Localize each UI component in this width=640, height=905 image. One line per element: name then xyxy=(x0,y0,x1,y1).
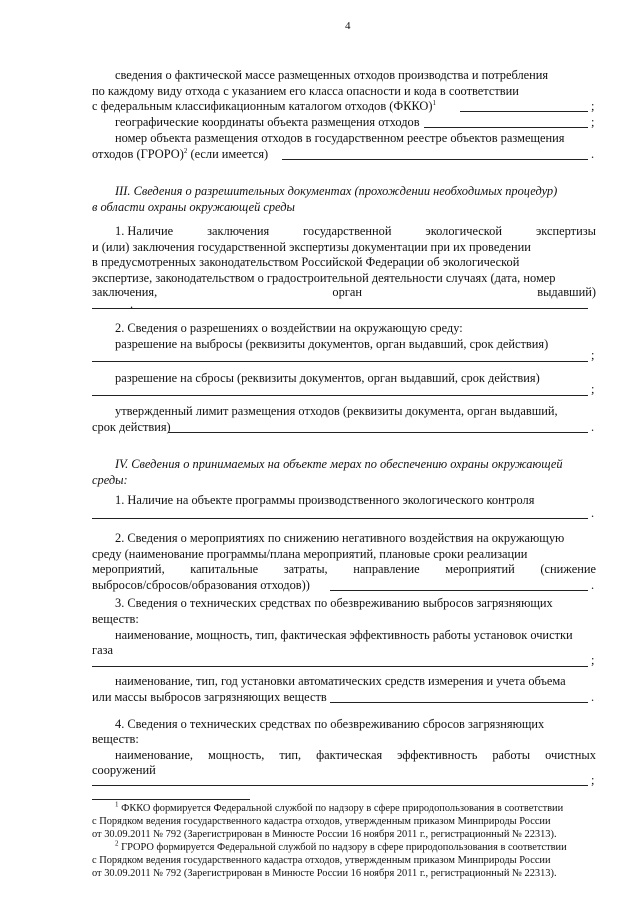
period: . xyxy=(130,297,134,311)
waste-limit-line-1: утвержденный лимит размещения отходов (реквизиты документа, орган выдавший, xyxy=(115,404,558,418)
footnote-2-line-1: $^2$ ГРОРО формируется Федеральной службой по надзору в сфере природопользования в соответствии xyxy=(115,839,567,853)
auto-measurement-line-1: наименование, тип, год установки автоматических средств измерения и учета объема xyxy=(115,674,566,688)
waste-limit-field[interactable] xyxy=(168,432,588,433)
gas-cleaning-field[interactable] xyxy=(92,666,588,667)
measures-line-3: мероприятий, капитальные затраты, направление мероприятий (снижение xyxy=(92,562,596,576)
groro-number-line-2: отходов (ГРОРО)$^2$ (если имеется) xyxy=(92,146,269,161)
period: . xyxy=(591,578,595,592)
period: . xyxy=(591,147,595,161)
control-program-field[interactable] xyxy=(92,518,588,519)
gas-cleaning-line-2: газа xyxy=(92,643,113,657)
section-3-heading-line-2: в области охраны окружающей среды xyxy=(92,200,295,214)
emissions-permit-field[interactable] xyxy=(92,361,588,362)
expertise-line-1: 1. Наличие заключения государственной экологической экспертизы xyxy=(115,224,596,238)
section-3-heading-line-1: III. Сведения о разрешительных документах (прохождении необходимых процедур) xyxy=(115,184,558,198)
period: . xyxy=(591,420,595,434)
waste-limit-line-2: срок действия) xyxy=(92,420,171,434)
expertise-field[interactable] xyxy=(92,308,588,309)
expertise-line-4: экспертизе, законодательством о градостроительной деятельности случаях (дата, номер xyxy=(92,271,556,285)
semicolon: ; xyxy=(591,382,595,396)
semicolon: ; xyxy=(591,99,595,113)
footnote-1-line-1: $^1$ ФККО формируется Федеральной службой по надзору в сфере природопользования в соответствии xyxy=(115,800,564,814)
discharge-treatment-line-2: веществ: xyxy=(92,732,139,746)
treatment-facilities-line-2: сооружений xyxy=(92,763,156,777)
waste-mass-line-3: с федеральным классификационным каталогом отходов (ФККО)$^1$ xyxy=(92,98,437,113)
treatment-facilities-field[interactable] xyxy=(92,785,588,786)
gas-cleaning-line-1: наименование, мощность, тип, фактическая эффективность работы установок очистки xyxy=(115,628,573,642)
semicolon: ; xyxy=(591,348,595,362)
control-program-label: 1. Наличие на объекте программы производственного экологического контроля xyxy=(115,493,535,507)
emission-treatment-line-1: 3. Сведения о технических средствах по обезвреживанию выбросов загрязняющих xyxy=(115,596,553,610)
period: . xyxy=(591,506,595,520)
measures-line-4: выбросов/сбросов/образования отходов)) xyxy=(92,578,310,592)
waste-mass-line-1: сведения о фактической массе размещенных отходов производства и потребления xyxy=(115,68,549,82)
footnote-ref-2: 2 xyxy=(183,146,188,155)
semicolon: ; xyxy=(591,773,595,787)
expertise-line-2: и (или) заключения государственной экспертизы документации при их проведении xyxy=(92,240,531,254)
section-4-heading-line-2: среды: xyxy=(92,473,128,487)
emission-treatment-line-2: веществ: xyxy=(92,612,139,626)
expertise-line-5: заключения, орган выдавший) xyxy=(92,285,596,299)
coordinates-field[interactable] xyxy=(424,127,588,128)
treatment-facilities-line-1: наименование, мощность, тип, фактическая эффективность работы очистных xyxy=(115,748,596,762)
footnote-1-line-3: от 30.09.2011 № 792 (Зарегистрирован в Минюсте России 16 ноября 2011 г., регистрационный № 22313). xyxy=(92,829,557,840)
auto-measurement-field[interactable] xyxy=(330,702,588,703)
page-number: 4 xyxy=(345,20,351,32)
discharge-treatment-line-1: 4. Сведения о технических средствах по обезвреживанию сбросов загрязняющих xyxy=(115,717,545,731)
groro-number-field[interactable] xyxy=(282,159,588,160)
waste-mass-line-2: по каждому виду отхода с указанием его класса опасности и кода в соответствии xyxy=(92,84,519,98)
emissions-permit-label: разрешение на выбросы (реквизиты документов, орган выдавший, срок действия) xyxy=(115,337,549,351)
discharges-permit-field[interactable] xyxy=(92,395,588,396)
footnote-1-line-2: с Порядком ведения государственного кадастра отходов, утвержденным приказом Минприроды России xyxy=(92,816,551,827)
footnote-2-line-2: с Порядком ведения государственного кадастра отходов, утвержденным приказом Минприроды России xyxy=(92,855,551,866)
semicolon: ; xyxy=(591,115,595,129)
section-4-heading-line-1: IV. Сведения о принимаемых на объекте мерах по обеспечению охраны окружающей xyxy=(115,457,563,471)
footnote-2-line-3: от 30.09.2011 № 792 (Зарегистрирован в Минюсте России 16 ноября 2011 г., регистрационный № 22313). xyxy=(92,868,557,879)
measures-field[interactable] xyxy=(330,590,588,591)
groro-number-line-1: номер объекта размещения отходов в государственном реестре объектов размещения xyxy=(115,131,565,145)
semicolon: ; xyxy=(591,653,595,667)
footnote-ref-1: 1 xyxy=(432,98,437,107)
waste-mass-field[interactable] xyxy=(460,111,588,112)
permits-heading: 2. Сведения о разрешениях о воздействии на окружающую среду: xyxy=(115,321,463,335)
expertise-line-3: в предусмотренных законодательством Российской Федерации об экологической xyxy=(92,255,520,269)
measures-line-1: 2. Сведения о мероприятиях по снижению негативного воздействия на окружающую xyxy=(115,531,565,545)
auto-measurement-line-2: или массы выбросов загрязняющих веществ xyxy=(92,690,327,704)
discharges-permit-label: разрешение на сбросы (реквизиты документов, орган выдавший, срок действия) xyxy=(115,371,540,385)
measures-line-2: среду (наименование программы/плана мероприятий, плановые сроки реализации xyxy=(92,547,528,561)
period: . xyxy=(591,690,595,704)
coordinates-label: географические координаты объекта размещения отходов xyxy=(115,115,420,129)
